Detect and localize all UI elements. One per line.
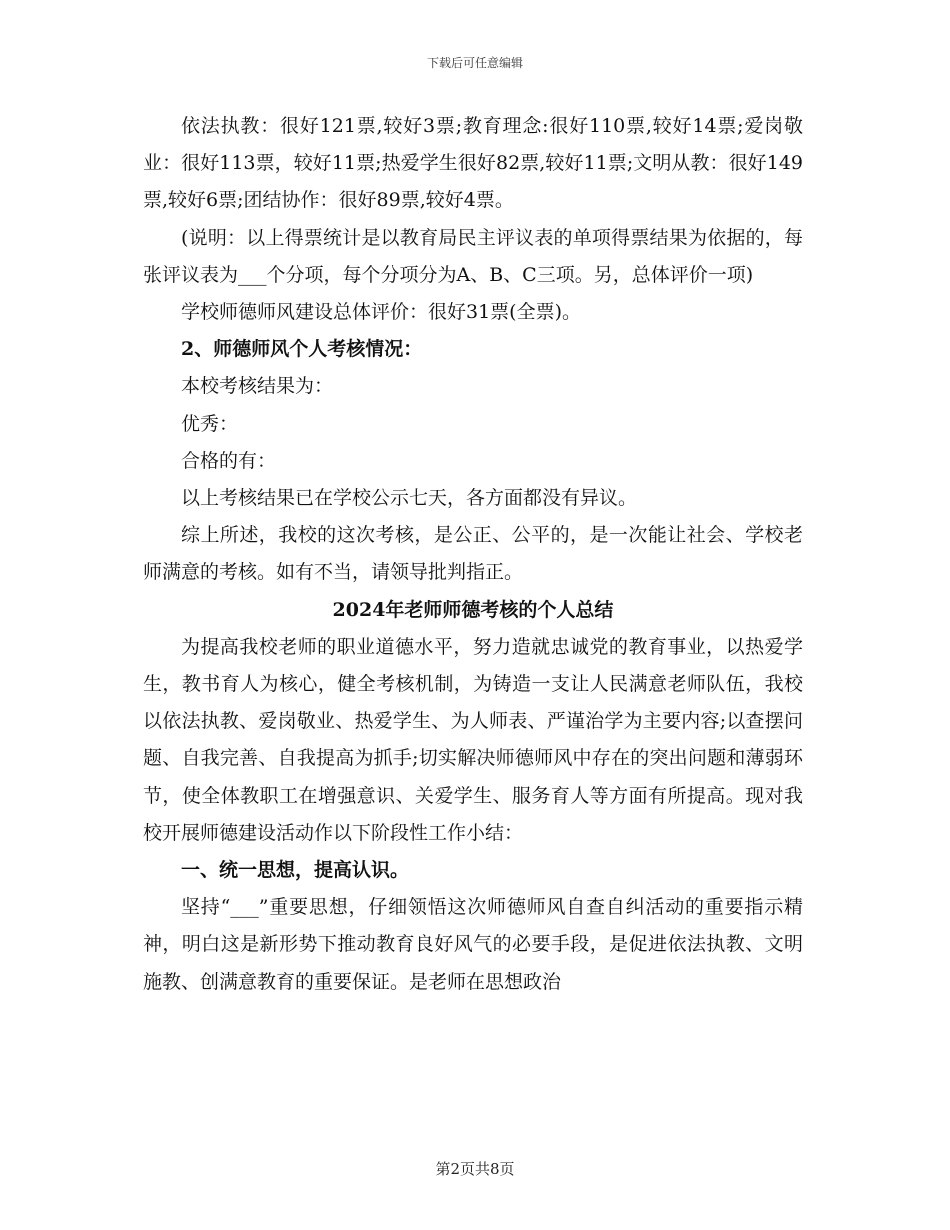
paragraph-note: (说明：以上得票统计是以教育局民主评议表的单项得票结果为依据的，每张评议表为___个分项，每个分项分为A、B、C三项。另，总体评价一项): [143, 226, 803, 286]
page-number: 第2页共8页: [435, 1160, 515, 1178]
paragraph-qualified: 合格的有：: [181, 449, 277, 472]
paragraph-vote-results: 依法执教：很好121票,较好3票;教育理念:很好110票,较好14票;爱岗敬业：很好113票，较好11票;热爱学生很好82票,较好11票;文明从教：很好149票,较好6票;团结协作：很好89票,较好4票。: [143, 115, 803, 212]
document-title: 2024年老师师德考核的个人总结: [332, 598, 614, 621]
paragraph-overall-evaluation: 学校师德师风建设总体评价：很好31票(全票)。: [181, 301, 582, 324]
page-header: 下载后可任意编辑: [426, 56, 523, 70]
paragraph-publicity: 以上考核结果已在学校公示七天，各方面都没有异议。: [181, 487, 638, 510]
paragraph-adhere: 坚持“___”重要思想，仔细领悟这次师德师风自查自纠活动的重要指示精神，明白这是新形势下推动教育良好风气的必要手段，是促进依法执教、文明施教、创满意教育的重要保证。是老师在思想政治: [143, 896, 803, 993]
paragraph-excellent: 优秀：: [181, 412, 239, 435]
section-heading-unify-thinking: 一、统一思想，提高认识。: [181, 859, 410, 882]
paragraph-assessment-result: 本校考核结果为：: [181, 375, 334, 398]
paragraph-introduction: 为提高我校老师的职业道德水平，努力造就忠诚党的教育事业，以热爱学生，教书育人为核心，健全考核机制，为铸造一支让人民满意老师队伍，我校以依法执教、爱岗敬业、热爱学生、为人师表、严谨治学为主要内容;以查摆问题、自我完善、自我提高为抓手;切实解决师德师风中存在的突出问题和薄弱环节，使全体教职工在增强意识、关爱学生、服务育人等方面有所提高。现对我校开展师德建设活动作以下阶段性工作小结：: [143, 635, 803, 844]
document-body: [143, 108, 803, 1001]
paragraph-conclusion: 综上所述，我校的这次考核，是公正、公平的，是一次能让社会、学校老师满意的考核。如有不当，请领导批判指正。: [143, 524, 803, 584]
section-heading-personal-assessment: 2、师德师风个人考核情况：: [181, 338, 423, 361]
